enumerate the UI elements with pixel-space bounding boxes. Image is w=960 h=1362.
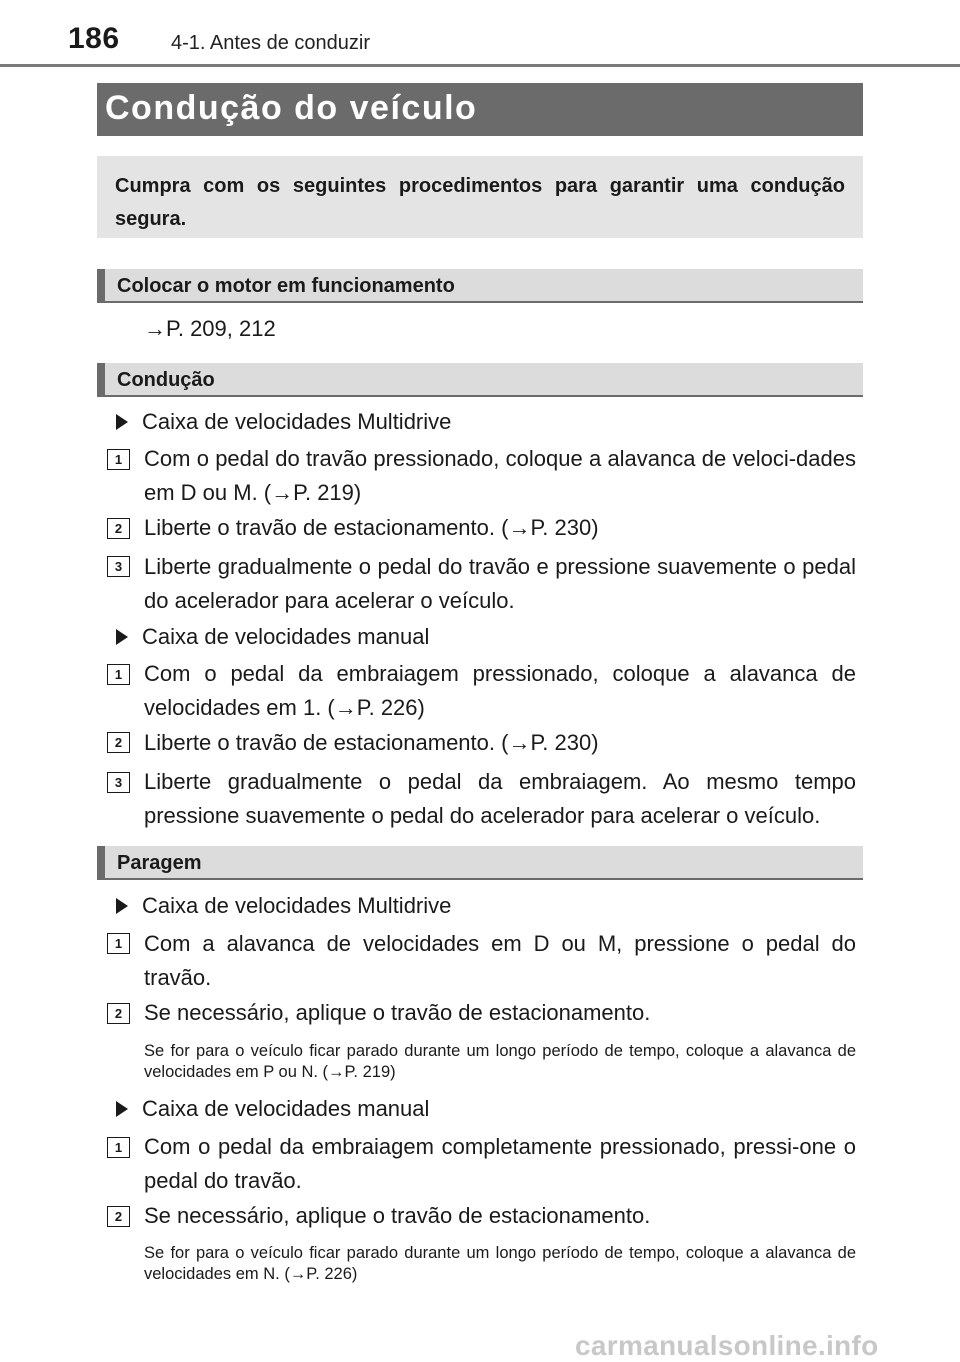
triangle-bullet-icon: [116, 898, 128, 914]
intro-text: Cumpra com os seguintes procedimentos para garantir uma condução segura.: [115, 175, 845, 230]
header-divider: [0, 64, 960, 67]
triangle-bullet-icon: [116, 629, 128, 645]
page-title: Condução do veículo: [105, 89, 478, 127]
step-number-badge: 2: [107, 1206, 130, 1227]
section-header-start-engine: [97, 269, 863, 303]
step-number-badge: 1: [107, 664, 130, 685]
step-text: Se necessário, aplique o travão de estacionamento.: [144, 1203, 651, 1228]
step-number-badge: 1: [107, 933, 130, 954]
triangle-bullet-icon: [116, 1101, 128, 1117]
step-note: Se for para o veículo ficar parado durante um longo período de tempo, coloque a alavanca de velocidades em N. (→P. 226): [144, 1244, 856, 1283]
subheading-label: Caixa de velocidades manual: [142, 624, 430, 649]
section-title: Colocar o motor em funcionamento: [117, 275, 455, 297]
subheading-label: Caixa de velocidades manual: [142, 1096, 430, 1121]
step-text: Se necessário, aplique o travão de estacionamento.: [144, 1000, 651, 1025]
subheading-manual: [116, 1096, 429, 1122]
intro-box: [97, 156, 863, 238]
section-header-stopping: [97, 846, 863, 880]
step-text: Liberte gradualmente o pedal do travão e pressione suavemente o pedal do acelerador para acelerar o veículo.: [144, 554, 856, 613]
step-text: Liberte o travão de estacionamento. (→P. 230): [144, 515, 599, 540]
step-number-badge: 2: [107, 518, 130, 539]
section-title: Paragem: [117, 852, 202, 874]
step-text: Liberte o travão de estacionamento. (→P. 230): [144, 730, 599, 755]
step-note: Se for para o veículo ficar parado durante um longo período de tempo, coloque a alavanca de velocidades em P ou N. (→P. 219): [144, 1042, 856, 1081]
subheading-manual: [116, 624, 429, 650]
step-text: Com o pedal da embraiagem completamente pressionado, pressi-one o pedal do travão.: [144, 1134, 856, 1193]
section-header-driving: [97, 363, 863, 397]
step-number-badge: 3: [107, 556, 130, 577]
subheading-multidrive: [116, 893, 451, 919]
step-number-badge: 2: [107, 732, 130, 753]
page-number: 186: [68, 22, 120, 55]
page-title-bar: [97, 83, 863, 136]
step-text: Com a alavanca de velocidades em D ou M, pressione o pedal do travão.: [144, 931, 856, 990]
step-number-badge: 3: [107, 772, 130, 793]
step-number-badge: 1: [107, 449, 130, 470]
step-text: Liberte gradualmente o pedal da embraiagem. Ao mesmo tempo pressione suavemente o pedal do acelerador para acelerar o veículo.: [144, 769, 856, 828]
step-text: Com o pedal do travão pressionado, coloque a alavanca de veloci-dades em D ou M. (→P. 219): [144, 446, 856, 505]
watermark: carmanualsonline.info: [575, 1330, 879, 1361]
breadcrumb: 4-1. Antes de conduzir: [171, 32, 371, 54]
section-title: Condução: [117, 369, 215, 391]
page-reference-link[interactable]: →P. 209, 212: [144, 316, 276, 341]
step-number-badge: 2: [107, 1003, 130, 1024]
step-text: Com o pedal da embraiagem pressionado, coloque a alavanca de velocidades em 1. (→P. 226): [144, 661, 856, 720]
step-number-badge: 1: [107, 1137, 130, 1158]
subheading-multidrive: [116, 409, 451, 435]
triangle-bullet-icon: [116, 414, 128, 430]
subheading-label: Caixa de velocidades Multidrive: [142, 893, 452, 918]
subheading-label: Caixa de velocidades Multidrive: [142, 409, 452, 434]
